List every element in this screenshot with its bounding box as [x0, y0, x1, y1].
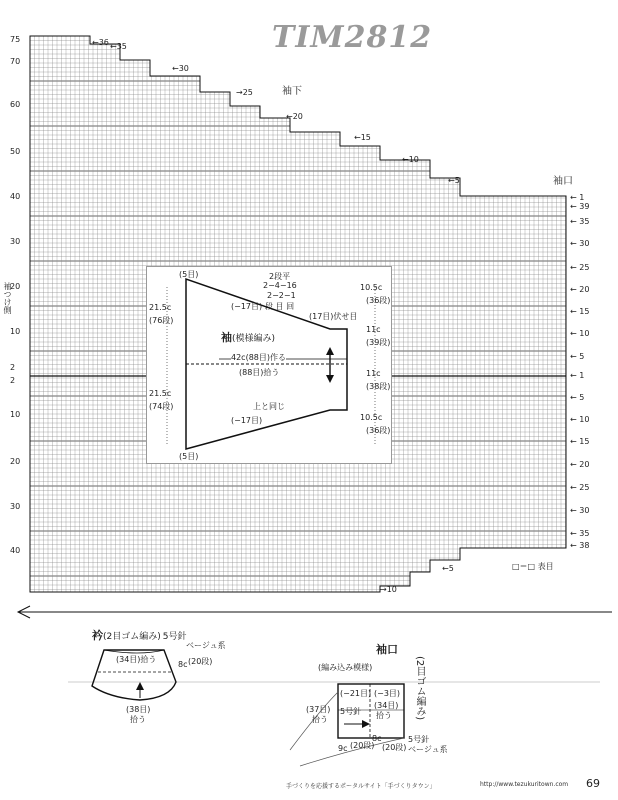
cuff-rows-20: (20段)	[350, 741, 375, 750]
decrease-label: ←5	[448, 176, 460, 185]
cuff-pick-34-b: 拾う	[376, 711, 392, 720]
footer-url[interactable]: http://www.tezukuritown.com	[480, 781, 569, 788]
left-tick: 40	[10, 192, 21, 201]
watermark: TIM2812	[272, 20, 433, 55]
legend-knit-stitch: □＝□ 表目	[512, 562, 554, 571]
right-tick: ← 5	[570, 393, 585, 402]
decrease-label: ←35	[110, 42, 127, 51]
right-tick: ← 25	[570, 263, 590, 272]
right-tick: ← 38	[570, 541, 590, 550]
schematic-title: 袖(模様編み)	[221, 331, 276, 344]
label-sleeve-underarm: 袖下	[282, 86, 302, 97]
collar-pick-38: (38目)	[126, 705, 151, 714]
left-tick: 10	[10, 410, 21, 419]
sleeve-schematic	[146, 266, 392, 464]
bind-off: (17目)伏せ目	[309, 312, 358, 321]
right-rows-2: (39段)	[366, 338, 391, 347]
right-dim-4: 10.5c	[360, 413, 383, 422]
decrease-label: ←5	[442, 564, 454, 573]
left-tick: 2	[10, 363, 16, 372]
cuff-rows-20-b: (20段)	[382, 743, 407, 752]
upper-rows: (76段)	[149, 316, 174, 325]
left-tick: 30	[10, 237, 21, 246]
cuff-needle-2: 5号針	[408, 735, 430, 744]
cuff-width-8: 8c	[372, 734, 382, 743]
right-tick: ← 20	[570, 285, 590, 294]
decrease-bottom: (−17目)	[231, 416, 263, 425]
decrease-label: ←20	[286, 112, 303, 121]
right-tick: ← 5	[570, 352, 585, 361]
label-cuff: 袖口	[553, 176, 573, 187]
decrease-rule-2: 2−4−16	[263, 281, 297, 290]
cuff-pick-37: (37目)	[306, 705, 331, 714]
decrease-label: ←15	[354, 133, 371, 142]
right-tick: ← 35	[570, 529, 590, 538]
decrease-rule-3: 2−2−1	[267, 291, 296, 300]
cuff-title: 袖口	[376, 643, 398, 656]
decrease-label: →10	[380, 585, 397, 594]
left-tick: 20	[10, 457, 21, 466]
page-number: 69	[586, 777, 600, 790]
cuff-pick-37-b: 拾う	[312, 715, 328, 724]
right-tick: ← 1	[570, 371, 585, 380]
left-tick: 10	[10, 327, 21, 336]
right-dim-3: 11c	[366, 369, 381, 378]
right-tick: ← 1	[570, 193, 585, 202]
cuff-rib: (2目ゴム編み)	[414, 656, 425, 721]
cuff-pick-34: (34目)	[374, 701, 399, 710]
collar-height: 8c	[178, 660, 188, 669]
left-tick: 20	[10, 282, 21, 291]
collar-title: 衿(2目ゴム編み) 5号針	[92, 629, 187, 642]
right-tick: ← 25	[570, 483, 590, 492]
right-dim-1: 10.5c	[360, 283, 383, 292]
right-tick: ← 15	[570, 307, 590, 316]
cuff-minus-3: (−3目)	[374, 689, 401, 698]
right-rows-1: (36段)	[366, 296, 391, 305]
same-as-above: 上と同じ	[253, 402, 285, 411]
left-tick: 50	[10, 147, 21, 156]
cast-on: 42c(88目)作る	[231, 353, 286, 362]
top-stitches: (5目)	[179, 270, 199, 279]
decrease-top: (−17目)	[231, 302, 263, 311]
right-dim-2: 11c	[366, 325, 381, 334]
upper-height: 21.5c	[149, 303, 172, 312]
label-sleeve-cap-side: 袖つけ側	[3, 282, 12, 314]
left-tick: 70	[10, 57, 21, 66]
lower-height: 21.5c	[149, 389, 172, 398]
lower-rows: (74段)	[149, 402, 174, 411]
left-tick: 30	[10, 502, 21, 511]
decrease-label: ←10	[402, 155, 419, 164]
decrease-label: ←36	[92, 38, 109, 47]
collar-pick-34: (34目)拾う	[116, 655, 157, 664]
bottom-stitches: (5目)	[179, 452, 199, 461]
cuff-width-9: 9c	[338, 744, 348, 753]
collar-rows: (20段)	[188, 657, 213, 666]
right-tick: ← 20	[570, 460, 590, 469]
right-tick: ← 10	[570, 329, 590, 338]
cuff-needle: 5号針	[340, 707, 362, 716]
right-tick: ← 35	[570, 217, 590, 226]
right-tick: ← 30	[570, 239, 590, 248]
decrease-label: ←30	[172, 64, 189, 73]
cuff-color: ベージュ系	[408, 745, 448, 754]
right-tick: ← 39	[570, 202, 590, 211]
cuff-pattern: (編み込み模様)	[318, 663, 373, 672]
footer-site: 手づくりを応援するポータルサイト「手づくりタウン」	[286, 783, 436, 790]
right-tick: ← 10	[570, 415, 590, 424]
left-tick: 60	[10, 100, 21, 109]
decrease-label: →25	[236, 88, 253, 97]
left-tick: 2	[10, 376, 16, 385]
left-tick: 40	[10, 546, 21, 555]
right-rows-3: (38段)	[366, 382, 391, 391]
right-tick: ← 15	[570, 437, 590, 446]
pick-up: (88目)拾う	[239, 368, 280, 377]
left-tick: 75	[10, 35, 21, 44]
right-rows-4: (36段)	[366, 426, 391, 435]
right-tick: ← 30	[570, 506, 590, 515]
decrease-rule-4: 段 目 回	[265, 302, 295, 311]
decrease-rule-1: 2段平	[269, 272, 291, 281]
cuff-minus-21: (−21目)	[340, 689, 372, 698]
collar-color: ベージュ系	[186, 641, 226, 650]
collar-pick-38-b: 拾う	[130, 715, 146, 724]
